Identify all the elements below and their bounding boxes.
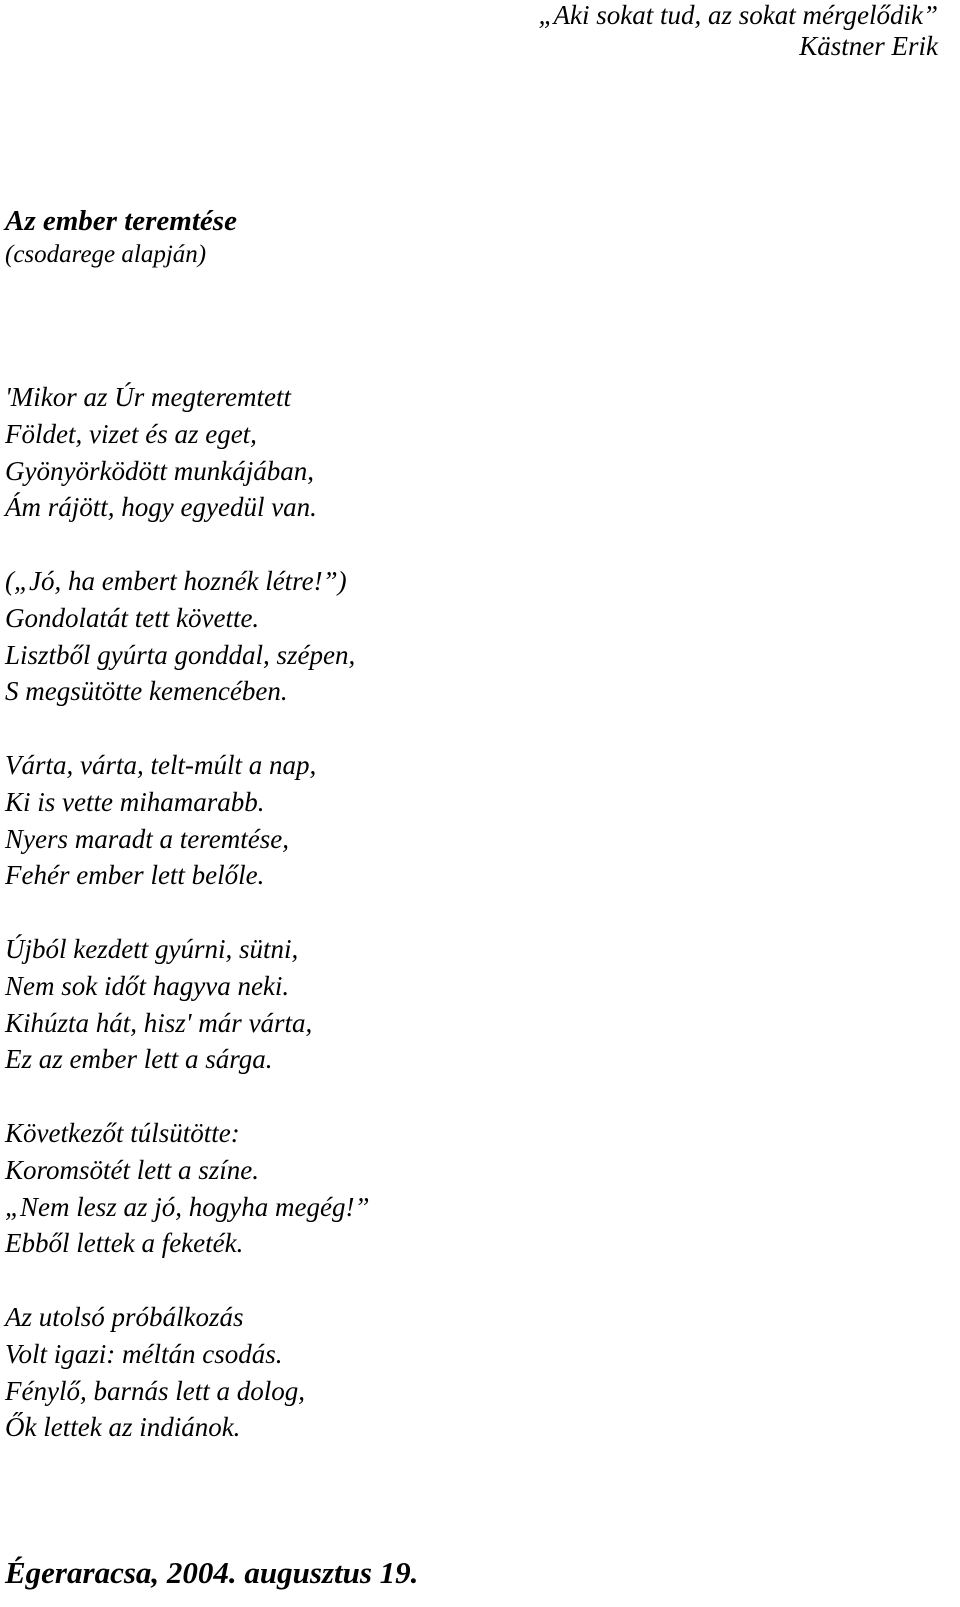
poem-line: Ki is vette mihamarabb. bbox=[5, 786, 265, 817]
poem-line: Fénylő, barnás lett a dolog, bbox=[5, 1375, 305, 1406]
poem-line: „Nem lesz az jó, hogyha megég!” bbox=[5, 1191, 370, 1222]
poem-line: Gondolatát tett követte. bbox=[5, 602, 260, 633]
poem-line: 'Mikor az Úr megteremtett bbox=[5, 382, 291, 412]
poem-line: Várta, várta, telt-múlt a nap, bbox=[5, 749, 317, 780]
stanza-3 bbox=[5, 747, 369, 894]
stanza-4 bbox=[5, 931, 369, 1078]
stanza-1 bbox=[5, 379, 369, 526]
poem-line: Következőt túlsütötte: bbox=[5, 1117, 240, 1148]
poem-line: S megsütötte kemencében. bbox=[5, 676, 288, 707]
epigraph-quote: „Aki sokat tud, az sokat mérgelődik” bbox=[538, 0, 938, 30]
poem-subtitle: (csodarege alapján) bbox=[5, 241, 207, 268]
poem-line: Ebből lettek a feketék. bbox=[5, 1228, 244, 1259]
poem-line: Nem sok időt hagyva neki. bbox=[5, 970, 290, 1001]
poem-line: Fehér ember lett belőle. bbox=[5, 860, 265, 891]
poem-body bbox=[5, 379, 369, 1446]
poem-title: Az ember teremtése bbox=[5, 205, 237, 237]
poem-heading bbox=[5, 205, 237, 271]
stanza-gap bbox=[5, 526, 369, 563]
poem-line: Ők lettek az indiánok. bbox=[5, 1412, 241, 1443]
poem-line: Ez az ember lett a sárga. bbox=[5, 1044, 273, 1075]
poem-line: Volt igazi: méltán csodás. bbox=[5, 1338, 283, 1369]
stanza-gap bbox=[5, 1078, 369, 1115]
poem-line: Nyers maradt a teremtése, bbox=[5, 823, 289, 854]
poem-line: Koromsötét lett a színe. bbox=[5, 1154, 259, 1185]
stanza-gap bbox=[5, 1262, 369, 1299]
poem-line: („Jó, ha embert hoznék létre!”) bbox=[5, 565, 347, 596]
poem-line: Kihúzta hát, hisz' már várta, bbox=[5, 1007, 313, 1038]
place-and-date: Égeraracsa, 2004. augusztus 19. bbox=[5, 1555, 419, 1590]
poem-line: Gyönyörködött munkájában, bbox=[5, 455, 314, 486]
poem-line: Ám rájött, hogy egyedül van. bbox=[5, 492, 317, 523]
stanza-gap bbox=[5, 710, 369, 747]
epigraph bbox=[539, 0, 938, 62]
stanza-5 bbox=[5, 1115, 369, 1262]
stanza-2 bbox=[5, 563, 369, 710]
stanza-gap bbox=[5, 894, 369, 931]
poem-line: Lisztből gyúrta gonddal, szépen, bbox=[5, 639, 356, 670]
poem-line: Az utolsó próbálkozás bbox=[5, 1301, 244, 1332]
epigraph-author: Kästner Erik bbox=[799, 31, 938, 61]
poem-line: Földet, vizet és az eget, bbox=[5, 418, 257, 449]
stanza-6 bbox=[5, 1299, 369, 1446]
poem-line: Újból kezdett gyúrni, sütni, bbox=[5, 933, 299, 964]
